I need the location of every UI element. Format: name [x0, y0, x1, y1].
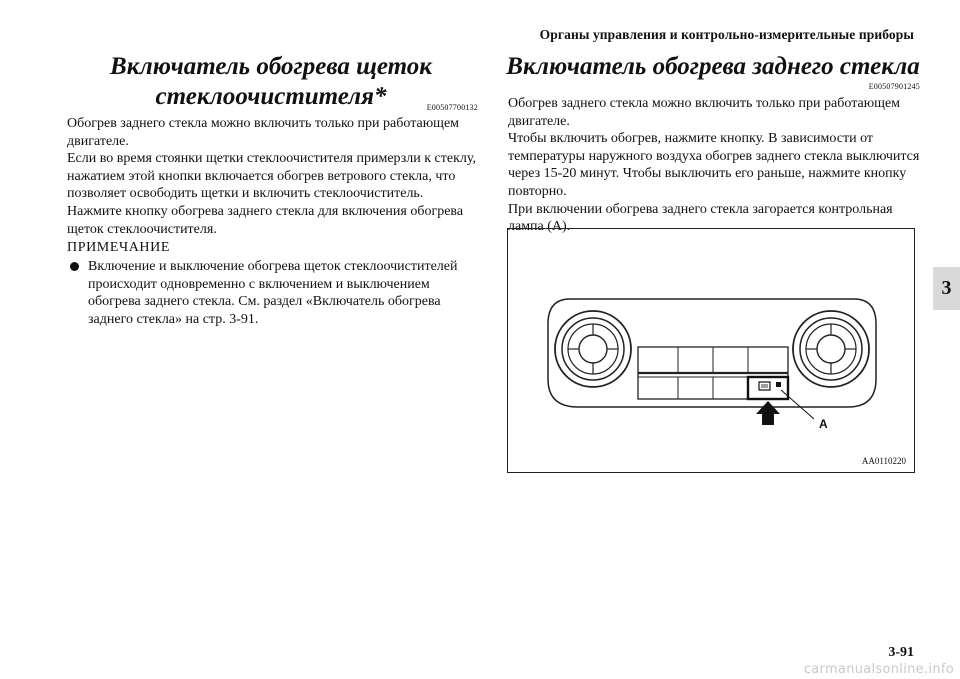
right-knob-icon [793, 311, 869, 387]
body-paragraph: Обогрев заднего стекла можно включить только при работающем двигателе. Если во время стоянки щетки стеклоочистителя примерзли к стеклу, нажатием этой кнопки включается обогрев ветрового стекла, что позволяет освободить щетки и включить стеклоочиститель. Нажмите кнопку обогрева заднего стекла для включения обогрева щеток стеклоочистителя. [67, 116, 476, 237]
indicator-label: A [819, 417, 828, 431]
running-header: Органы управления и контрольно-измерительные приборы [539, 27, 914, 42]
up-arrow-icon [756, 401, 780, 425]
bullet-icon [70, 262, 79, 271]
section-heading-wiper-heater: Включатель обогрева щеток стеклоочистителя* [110, 53, 432, 110]
figure-code: AA0110220 [861, 456, 906, 466]
rear-defogger-button-icon [748, 377, 788, 399]
note-item [84, 258, 474, 328]
watermark: carmanualsonline.info [803, 662, 954, 677]
section-heading-rear-defogger: Включатель обогрева заднего стекла [506, 53, 920, 80]
note-label: ПРИМЕЧАНИЕ [67, 240, 170, 255]
section-code: E00507901245 [868, 82, 920, 91]
page-number: 3-91 [888, 645, 914, 660]
section-code: E00507700132 [426, 103, 478, 112]
left-knob-icon [555, 311, 631, 387]
control-panel-illustration [507, 228, 915, 473]
chapter-number: 3 [941, 277, 952, 299]
note-text: Включение и выключение обогрева щеток стеклоочистителей происходит одновременно с включением и выключением обогрева заднего стекла. См. раздел «Включатель обогрева заднего стекла» на стр. 3-91. [88, 259, 458, 327]
body-paragraph: Обогрев заднего стекла можно включить только при работающем двигателе. Чтобы включить обогрев, нажмите кнопку. В зависимости от температуры наружного воздуха обогрев заднего стекла выключится через 15-20 минут. Чтобы выключить его раньше, нажмите кнопку повторно. При включении обогрева заднего стекла загорается контрольная лампа (А). [508, 96, 920, 235]
chapter-tab [933, 267, 960, 310]
climate-panel-drawing [508, 229, 914, 472]
